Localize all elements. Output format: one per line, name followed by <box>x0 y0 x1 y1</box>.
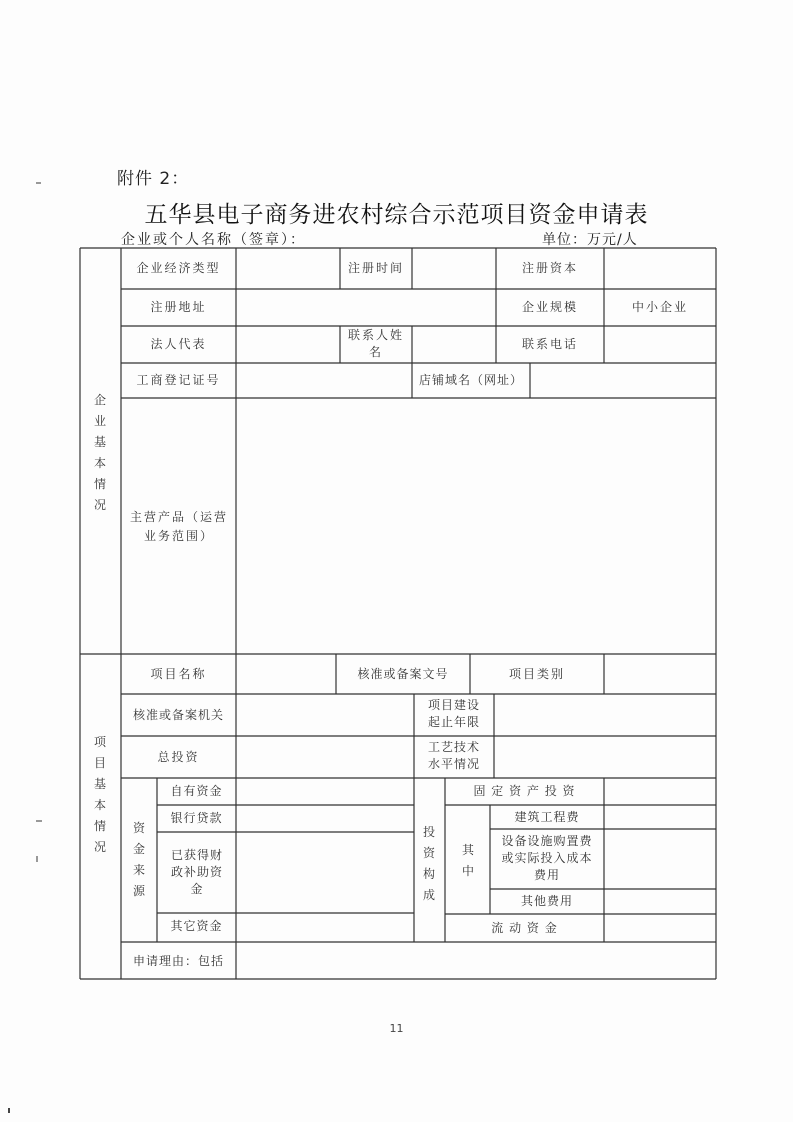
contact-phone-label: 联系电话 <box>521 337 578 351</box>
enterprise-type-label: 企业经济类型 <box>136 261 221 275</box>
shop-domain-label: 店铺域名（网址） <box>418 373 523 387</box>
scan-mark <box>8 1108 10 1113</box>
fiscal-subsidy-label: 已获得财政补助资金 <box>170 848 223 896</box>
construction-period-label: 项目建设起止年限 <box>427 698 480 729</box>
unit-label: 单位：万元/人 <box>542 232 638 248</box>
working-capital-label: 流 动 资 金 <box>491 921 558 935</box>
registered-capital-label: 注册资本 <box>521 261 578 275</box>
equipment-cost-label: 设备设施购置费或实际投入成本费用 <box>501 834 593 882</box>
page-number: 11 <box>389 1022 404 1035</box>
of-which-label: 其中 <box>461 843 474 878</box>
enterprise-scale-value: 中小企业 <box>631 300 688 314</box>
enterprise-section-label: 企业基本情况 <box>93 393 106 512</box>
main-products-label: 主营产品（运营业务范围） <box>129 510 228 543</box>
business-registration-label: 工商登记证号 <box>136 373 221 387</box>
construction-cost-label: 建筑工程费 <box>514 810 580 824</box>
attachment-label: 附件 2： <box>117 169 190 189</box>
application-reason-label: 申请理由：包括 <box>132 954 224 968</box>
enterprise-scale-label: 企业规模 <box>521 300 578 314</box>
registration-time-label: 注册时间 <box>347 261 404 275</box>
fixed-asset-investment-label: 固 定 资 产 投 资 <box>473 784 576 798</box>
scan-mark <box>36 856 38 862</box>
other-cost-label: 其他费用 <box>520 894 573 908</box>
approval-authority-label: 核准或备案机关 <box>132 708 224 722</box>
legal-representative-label: 法人代表 <box>150 337 207 351</box>
approval-number-label: 核准或备案文号 <box>357 667 449 681</box>
form-title: 五华县电子商务进农村综合示范项目资金申请表 <box>144 202 649 228</box>
applicant-name-label: 企业或个人名称（签章）： <box>121 232 306 248</box>
project-name-label: 项目名称 <box>150 667 207 681</box>
technology-level-label: 工艺技术水平情况 <box>427 740 480 771</box>
project-category-label: 项目类别 <box>508 667 565 681</box>
funds-source-label: 资金来源 <box>132 821 145 898</box>
own-funds-label: 自有资金 <box>170 784 223 798</box>
registered-address-label: 注册地址 <box>150 300 207 314</box>
investment-structure-label: 投资构成 <box>422 825 435 902</box>
other-funds-label: 其它资金 <box>170 919 223 933</box>
total-investment-label: 总投资 <box>157 750 200 764</box>
project-section-label: 项目基本情况 <box>93 735 106 854</box>
bank-loan-label: 银行贷款 <box>170 811 223 825</box>
scan-mark <box>36 182 41 184</box>
scan-mark <box>36 820 42 822</box>
contact-person-label: 联系人姓名 <box>348 328 405 359</box>
